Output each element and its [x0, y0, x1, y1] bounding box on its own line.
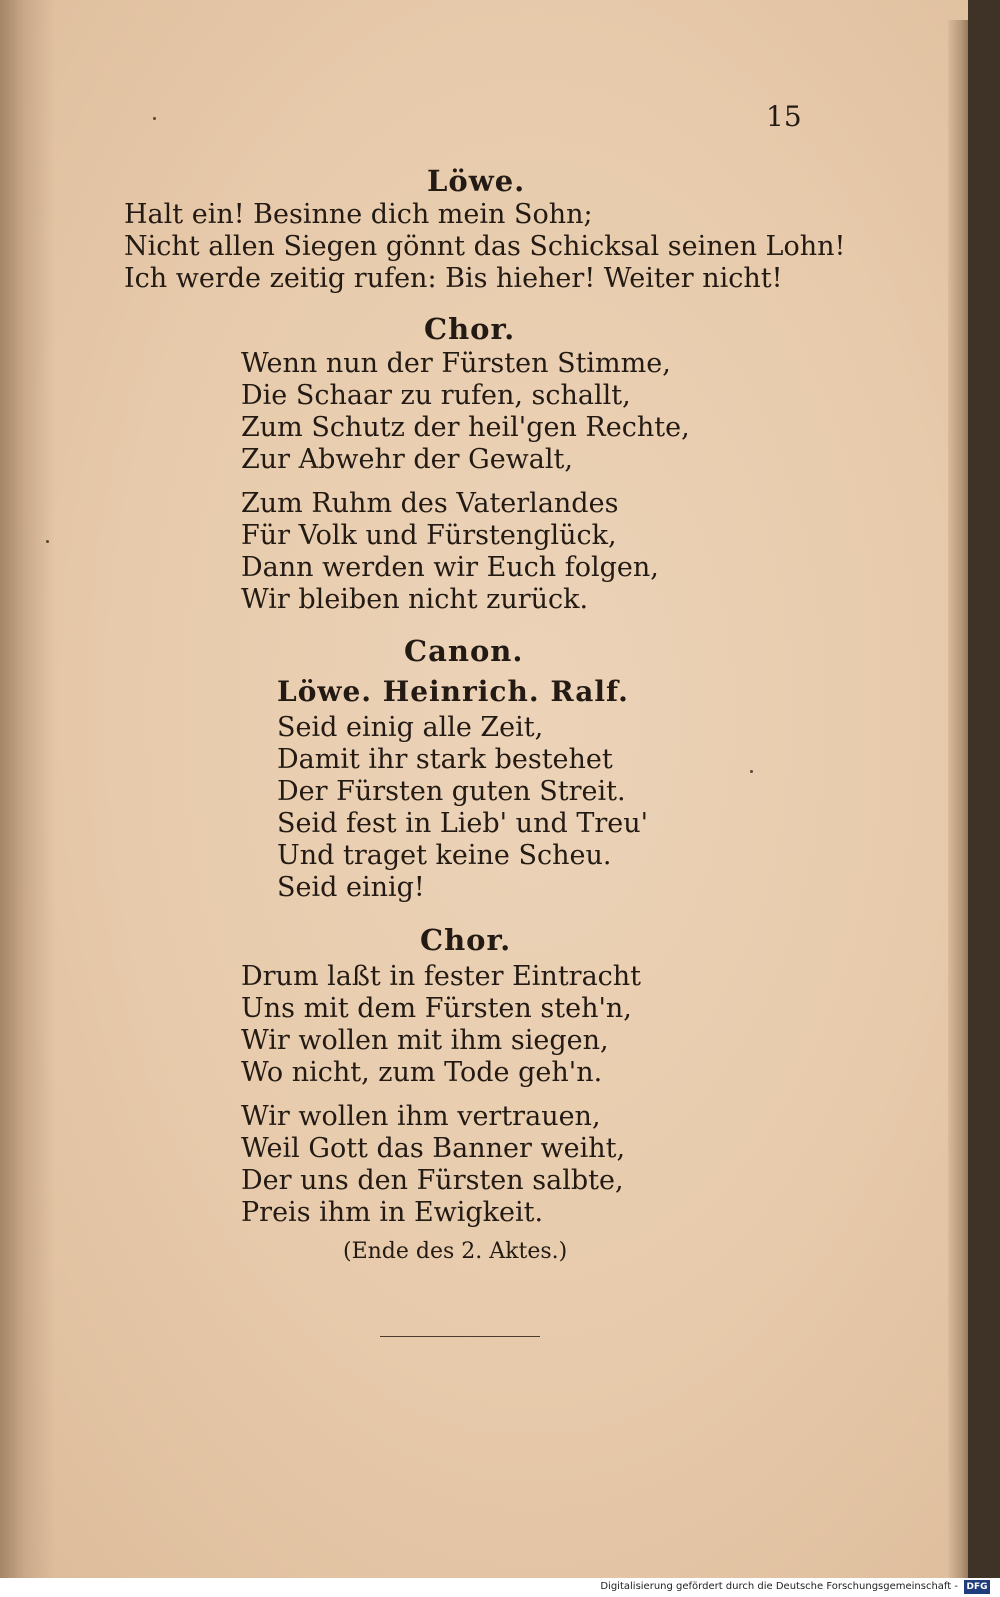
end-rule [380, 1336, 540, 1337]
verse-line: Weil Gott das Banner weiht, [241, 1133, 626, 1164]
section-heading-canon: Canon. [404, 634, 524, 668]
verse-line: Der uns den Fürsten salbte, [241, 1165, 624, 1196]
verse-line: Drum laßt in fester Eintracht [241, 961, 642, 992]
stanza-gap [241, 1089, 641, 1101]
speaker-heading-chor: Chor. [420, 923, 512, 957]
verse-line: Für Volk und Fürstenglück, [241, 520, 617, 551]
verse-line: Damit ihr stark bestehet [277, 744, 613, 775]
dfg-logo-badge: DFG [964, 1580, 990, 1594]
verse-block-chor-2 [241, 961, 641, 1229]
verse-line: Wir bleiben nicht zurück. [241, 584, 589, 615]
page-number: 15 [766, 100, 802, 133]
verse-line: Zum Ruhm des Vaterlandes [241, 488, 619, 519]
verse-line: Uns mit dem Fürsten steh'n, [241, 993, 632, 1024]
verse-line: Seid fest in Lieb' und Treu' [277, 808, 649, 839]
verse-block-loewe [124, 199, 845, 295]
page-gutter-shadow [0, 0, 55, 1578]
verse-line: Seid einig! [277, 872, 425, 903]
footer-credit: Digitalisierung gefördert durch die Deutsche Forschungsgemeinschaft - [600, 1581, 958, 1592]
verse-line: Wir wollen ihm vertrauen, [241, 1101, 601, 1132]
verse-block-canon [277, 712, 648, 904]
paper-speck [46, 540, 49, 543]
verse-line: Wo nicht, zum Tode geh'n. [241, 1057, 603, 1088]
verse-line: Nicht allen Siegen gönnt das Schicksal seinen Lohn! [124, 231, 846, 262]
verse-line: Zum Schutz der heil'gen Rechte, [241, 412, 690, 443]
verse-line: Halt ein! Besinne dich mein Sohn; [124, 199, 593, 230]
speaker-heading-loewe: Löwe. [427, 164, 526, 198]
verse-block-chor-1 [241, 348, 690, 616]
speaker-heading-chor: Chor. [424, 312, 516, 346]
page-edge [948, 20, 970, 1578]
end-of-act-note: (Ende des 2. Aktes.) [343, 1239, 568, 1264]
verse-line: Wir wollen mit ihm siegen, [241, 1025, 609, 1056]
verse-line: Die Schaar zu rufen, schallt, [241, 380, 631, 411]
verse-line: Wenn nun der Fürsten Stimme, [241, 348, 671, 379]
verse-line: Zur Abwehr der Gewalt, [241, 444, 573, 475]
paper-speck [750, 770, 753, 773]
verse-line: Dann werden wir Euch folgen, [241, 552, 659, 583]
verse-line: Preis ihm in Ewigkeit. [241, 1197, 544, 1228]
verse-line: Ich werde zeitig rufen: Bis hieher! Weiter nicht! [124, 263, 783, 294]
speaker-heading-canon: Löwe. Heinrich. Ralf. [277, 675, 629, 708]
verse-line: Seid einig alle Zeit, [277, 712, 544, 743]
stanza-gap [241, 476, 690, 488]
paper-speck [153, 117, 156, 120]
binding-edge [968, 0, 1000, 1578]
verse-line: Der Fürsten guten Streit. [277, 776, 626, 807]
verse-line: Und traget keine Scheu. [277, 840, 612, 871]
